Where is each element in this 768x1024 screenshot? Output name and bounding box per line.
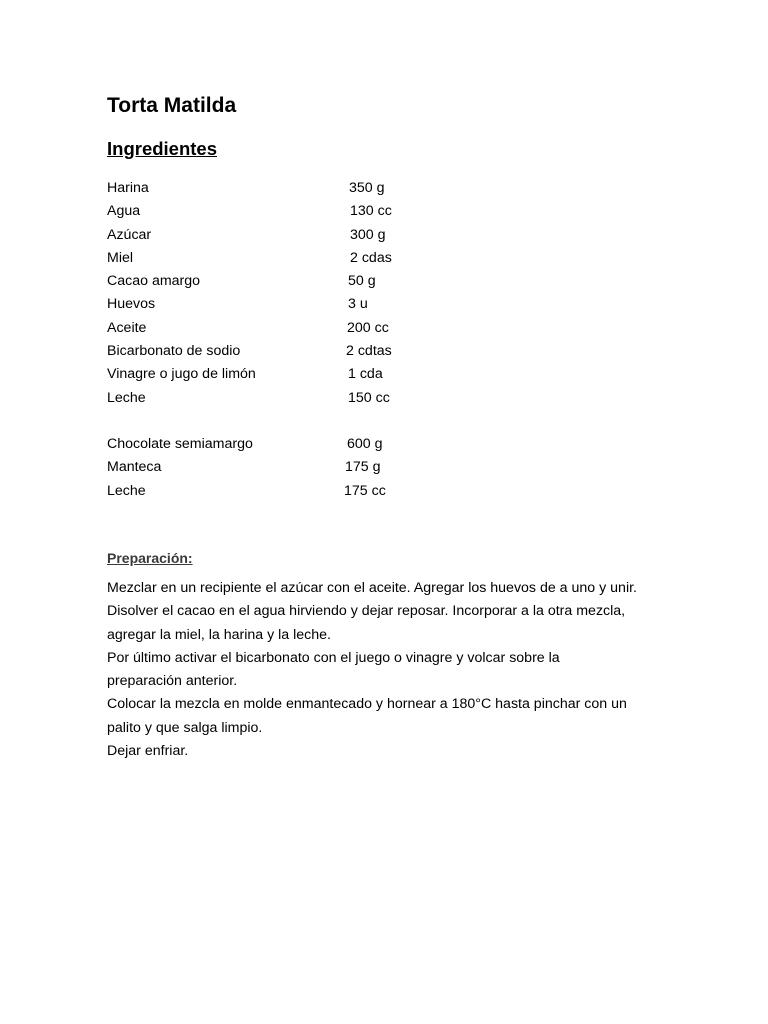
ingredient-row [107, 363, 527, 386]
preparation-line: Dejar enfriar. [107, 743, 189, 760]
ingredient-quantity: 300 g [350, 226, 386, 243]
ingredient-row [107, 456, 527, 479]
ingredient-quantity: 175 g [345, 459, 381, 476]
ingredient-quantity: 150 cc [348, 389, 390, 406]
ingredient-name: Bicarbonato de sodio [107, 343, 241, 360]
ingredient-row [107, 177, 527, 200]
ingredient-row [107, 340, 527, 363]
ingredient-row [107, 433, 527, 456]
ingredient-name: Vinagre o jugo de limón [107, 366, 256, 383]
ingredient-name: Azúcar [107, 226, 152, 243]
ingredient-quantity: 350 g [349, 180, 385, 196]
ingredient-name: Leche [107, 482, 146, 499]
preparation-heading: Preparación: [107, 550, 193, 566]
recipe-title: Torta Matilda [107, 94, 237, 117]
ingredient-name: Agua [107, 203, 141, 220]
ingredients-list-cake [107, 177, 527, 410]
ingredient-quantity: 1 cda [348, 366, 383, 383]
preparation-line: agregar la miel, la harina y la leche. [107, 626, 331, 643]
preparation-line: Disolver el cacao en el agua hirviendo y dejar reposar. Incorporar a la otra mezcla, [107, 603, 626, 620]
ingredient-name: Miel [107, 249, 134, 266]
ingredient-row [107, 270, 527, 293]
ingredient-row [107, 480, 527, 503]
ingredient-quantity: 600 g [347, 436, 383, 452]
ingredient-row [107, 224, 527, 247]
preparation-line: Colocar la mezcla en molde enmantecado y hornear a 180°C hasta pinchar con un [107, 696, 627, 713]
ingredient-quantity: 3 u [348, 296, 368, 313]
preparation-line: preparación anterior. [107, 673, 238, 690]
ingredient-name: Huevos [107, 296, 156, 313]
preparation-line: Por último activar el bicarbonato con el juego o vinagre y volcar sobre la [107, 649, 560, 666]
ingredient-row [107, 200, 527, 223]
ingredient-quantity: 175 cc [344, 482, 386, 499]
ingredient-quantity: 200 cc [347, 319, 389, 336]
ingredient-quantity: 50 g [348, 273, 376, 290]
ingredient-name: Manteca [107, 459, 162, 476]
preparation-line: Mezclar en un recipiente el azúcar con el aceite. Agregar los huevos de a uno y unir. [107, 580, 637, 596]
ingredient-name: Cacao amargo [107, 273, 201, 290]
ingredient-row [107, 293, 527, 316]
ingredient-name: Aceite [107, 319, 147, 336]
ingredient-quantity: 130 cc [350, 203, 392, 220]
ingredient-quantity: 2 cdtas [346, 343, 392, 360]
preparation-line: palito y que salga limpio. [107, 719, 263, 736]
ingredient-name: Chocolate semiamargo [107, 436, 253, 452]
ingredient-row [107, 387, 527, 410]
ingredient-row [107, 317, 527, 340]
preparation-text [107, 577, 667, 763]
ingredient-name: Leche [107, 389, 146, 406]
ingredient-row [107, 247, 527, 270]
ingredient-name: Harina [107, 180, 149, 196]
ingredient-quantity: 2 cdas [350, 249, 392, 266]
ingredients-heading: Ingredientes [107, 138, 217, 159]
ingredients-list-topping [107, 433, 527, 503]
